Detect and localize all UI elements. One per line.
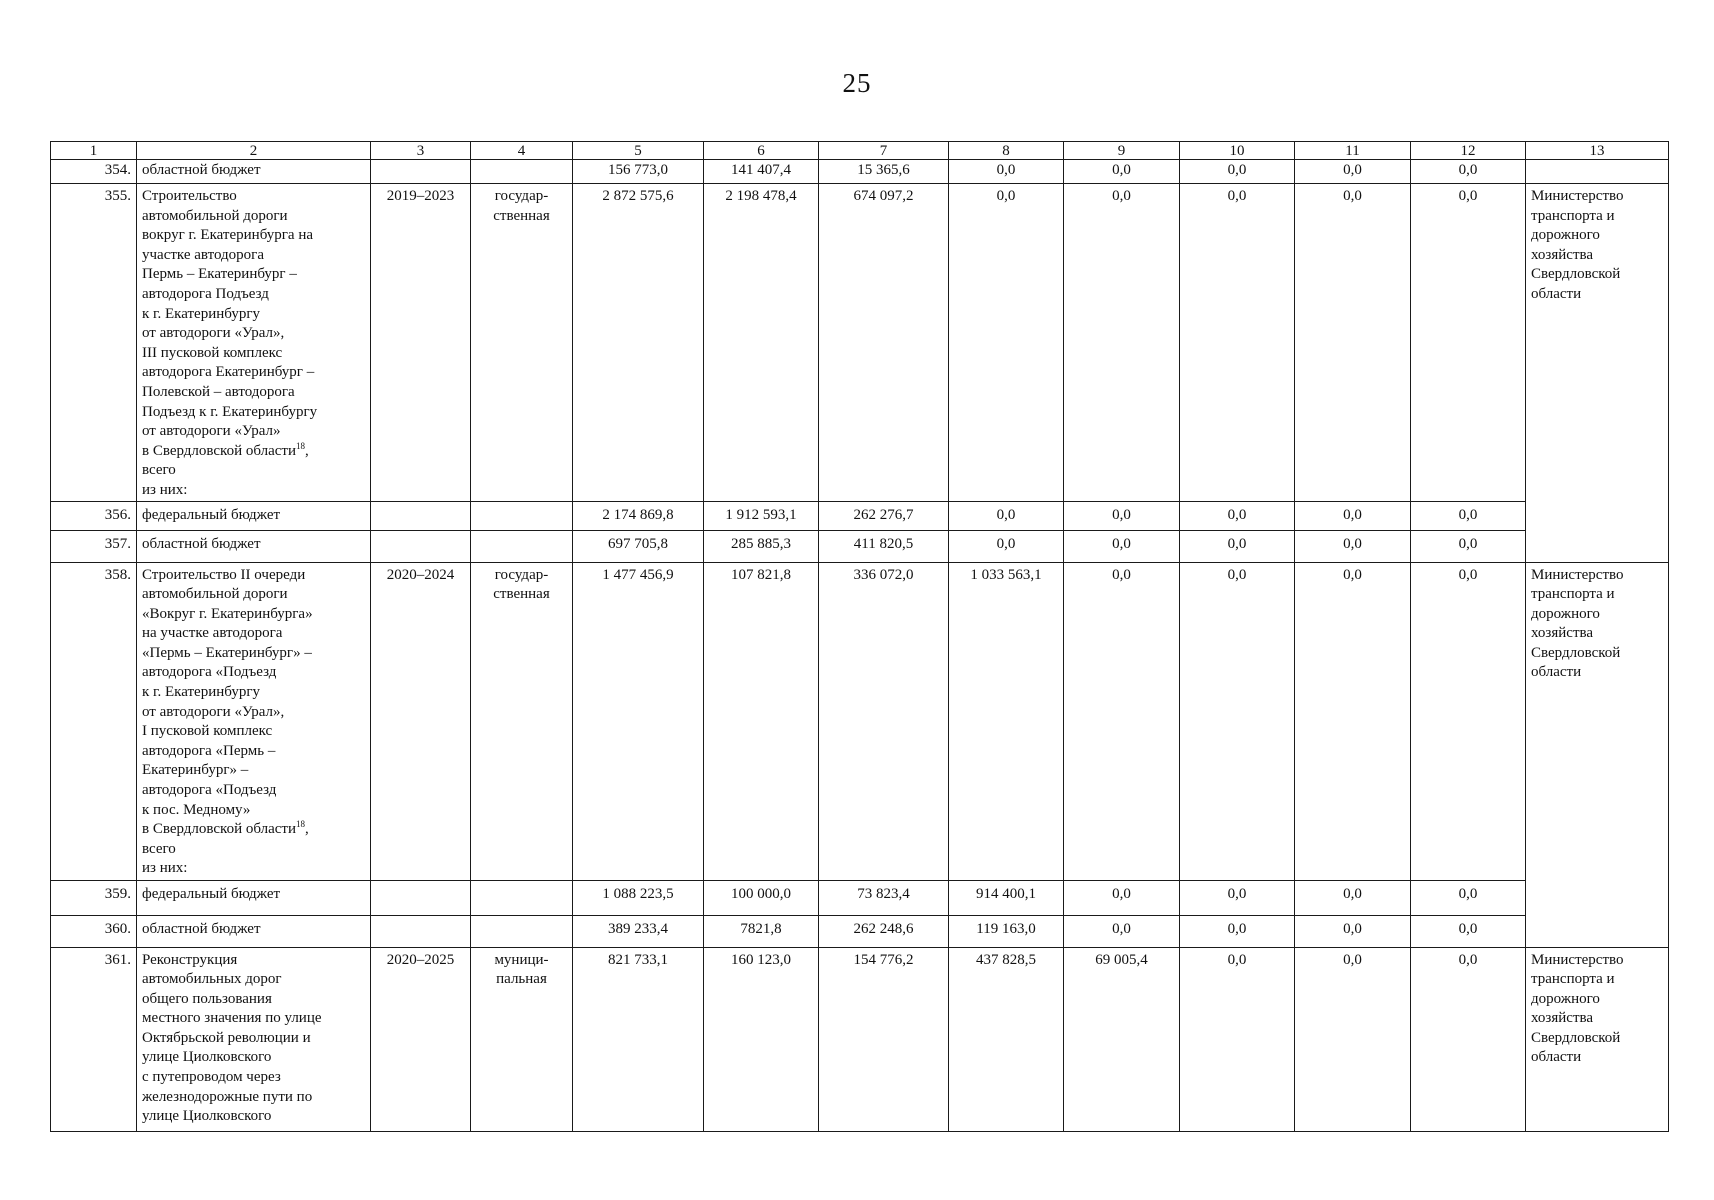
row-name-line: Октябрьской революции и (142, 1029, 311, 1046)
value-cell-col-5: 1 088 223,5 (573, 880, 704, 915)
years-cell (371, 501, 471, 530)
executor-line: Министерство (1531, 566, 1624, 583)
column-header-10: 10 (1180, 142, 1295, 160)
row-name-line: автомобильной дороги (142, 586, 288, 603)
value-cell-col-8: 0,0 (949, 530, 1064, 562)
value-cell-col-7: 411 820,5 (819, 530, 949, 562)
row-name-line: всего (142, 840, 176, 857)
footnote-marker: 18 (296, 819, 306, 830)
value-cell-col-6: 107 821,8 (704, 562, 819, 880)
value-cell-col-5: 697 705,8 (573, 530, 704, 562)
row-name-line: улице Циолковского (142, 1049, 272, 1066)
ownership-type-cell (471, 530, 573, 562)
executor-line: хозяйства (1531, 246, 1594, 263)
row-name-line: из них: (142, 481, 188, 498)
row-name-line: железнодорожные пути по (142, 1088, 313, 1105)
row-name-line: автомобильной дороги (142, 207, 288, 224)
value-cell-col-7: 15 365,6 (819, 160, 949, 184)
value-cell-col-10: 0,0 (1180, 160, 1295, 184)
ownership-type-cell (471, 160, 573, 184)
value-cell-col-6: 2 198 478,4 (704, 184, 819, 502)
value-cell-col-10: 0,0 (1180, 947, 1295, 1131)
value-cell-col-7: 674 097,2 (819, 184, 949, 502)
executor-line: области (1531, 664, 1582, 681)
executor-line: Свердловской (1531, 644, 1621, 661)
column-header-8: 8 (949, 142, 1064, 160)
value-cell-col-10: 0,0 (1180, 562, 1295, 880)
value-cell-col-7: 73 823,4 (819, 880, 949, 915)
row-name-line: Подъезд к г. Екатеринбургу (142, 403, 318, 420)
row-name-cell (137, 160, 371, 184)
executor-line: Свердловской (1531, 1029, 1621, 1046)
executor-line: Министерство (1531, 951, 1624, 968)
ownership-type-line: ственная (493, 586, 550, 603)
row-name-line: «Пермь – Екатеринбург» – (142, 644, 312, 661)
row-name-line: Екатеринбург» – (142, 762, 249, 779)
value-cell-col-12: 0,0 (1411, 947, 1526, 1131)
executor-line: дорожного (1531, 990, 1600, 1007)
value-cell-col-11: 0,0 (1295, 530, 1411, 562)
row-name-cell (137, 915, 371, 947)
column-header-9: 9 (1064, 142, 1180, 160)
value-cell-col-6: 7821,8 (704, 915, 819, 947)
footnote-marker: 18 (296, 440, 306, 451)
value-cell-col-9: 0,0 (1064, 562, 1180, 880)
row-name-line: автодорога «Пермь – (142, 742, 276, 759)
value-cell-col-5: 2 174 869,8 (573, 501, 704, 530)
row-name-line: Реконструкция (142, 951, 238, 968)
executor-line: транспорта и (1531, 207, 1615, 224)
row-name-line: участке автодорога (142, 246, 264, 263)
table-row (51, 915, 1669, 947)
value-cell-col-9: 69 005,4 (1064, 947, 1180, 1131)
value-cell-col-9: 0,0 (1064, 160, 1180, 184)
value-cell-col-8: 914 400,1 (949, 880, 1064, 915)
value-cell-col-6: 285 885,3 (704, 530, 819, 562)
value-cell-col-5: 156 773,0 (573, 160, 704, 184)
row-name-line: Полевской – автодорога (142, 383, 295, 400)
row-name-line: областной бюджет (142, 920, 261, 937)
years-cell: 2019–2023 (371, 184, 471, 502)
value-cell-col-9: 0,0 (1064, 530, 1180, 562)
table-row (51, 562, 1669, 880)
row-name-line: федеральный бюджет (142, 506, 281, 523)
executor-line: области (1531, 1049, 1582, 1066)
value-cell-col-8: 0,0 (949, 184, 1064, 502)
ownership-type-cell (471, 915, 573, 947)
ownership-type-line: пальная (496, 971, 547, 988)
column-header-11: 11 (1295, 142, 1411, 160)
row-name-line: вокруг г. Екатеринбурга на (142, 227, 313, 244)
value-cell-col-10: 0,0 (1180, 530, 1295, 562)
value-cell-col-6: 100 000,0 (704, 880, 819, 915)
row-name-line: к г. Екатеринбургу (142, 305, 260, 322)
row-name-line: Строительство II очереди (142, 566, 306, 583)
row-name-line: автодорога «Подъезд (142, 782, 277, 799)
column-number-header-row (51, 142, 1669, 160)
executor-cell (1526, 562, 1669, 947)
value-cell-col-5: 821 733,1 (573, 947, 704, 1131)
value-cell-col-9: 0,0 (1064, 501, 1180, 530)
ownership-type-cell (471, 501, 573, 530)
ownership-type-cell (471, 184, 573, 502)
executor-cell (1526, 184, 1669, 563)
budget-table (50, 141, 1669, 1132)
ownership-type-cell (471, 947, 573, 1131)
row-number-cell: 355. (51, 184, 137, 502)
row-name-line: к пос. Медному» (142, 801, 251, 818)
executor-line: дорожного (1531, 227, 1600, 244)
value-cell-col-12: 0,0 (1411, 562, 1526, 880)
value-cell-col-11: 0,0 (1295, 184, 1411, 502)
value-cell-col-10: 0,0 (1180, 880, 1295, 915)
value-cell-col-11: 0,0 (1295, 501, 1411, 530)
column-header-6: 6 (704, 142, 819, 160)
value-cell-col-12: 0,0 (1411, 160, 1526, 184)
ownership-type-line: ственная (493, 207, 550, 224)
row-name-line: автодорога «Подъезд (142, 664, 277, 681)
value-cell-col-8: 1 033 563,1 (949, 562, 1064, 880)
value-cell-col-12: 0,0 (1411, 501, 1526, 530)
row-number-cell: 361. (51, 947, 137, 1131)
row-name-line: от автодороги «Урал», (142, 703, 285, 720)
row-name-cell (137, 947, 371, 1131)
value-cell-col-5: 1 477 456,9 (573, 562, 704, 880)
value-cell-col-11: 0,0 (1295, 947, 1411, 1131)
value-cell-col-8: 437 828,5 (949, 947, 1064, 1131)
executor-cell (1526, 947, 1669, 1131)
executor-line: Министерство (1531, 188, 1624, 204)
value-cell-col-11: 0,0 (1295, 915, 1411, 947)
table-row (51, 501, 1669, 530)
row-number-cell: 354. (51, 160, 137, 184)
value-cell-col-7: 262 248,6 (819, 915, 949, 947)
ownership-type-cell (471, 562, 573, 880)
row-number-cell: 356. (51, 501, 137, 530)
row-name-cell (137, 880, 371, 915)
years-cell (371, 880, 471, 915)
column-header-3: 3 (371, 142, 471, 160)
row-name-line: местного значения по улице (142, 1010, 322, 1027)
row-number-cell: 357. (51, 530, 137, 562)
table-row (51, 880, 1669, 915)
value-cell-col-7: 336 072,0 (819, 562, 949, 880)
column-header-7: 7 (819, 142, 949, 160)
executor-line: транспорта и (1531, 971, 1615, 988)
row-name-line: из них: (142, 860, 188, 877)
value-cell-col-11: 0,0 (1295, 880, 1411, 915)
value-cell-col-7: 154 776,2 (819, 947, 949, 1131)
value-cell-col-6: 1 912 593,1 (704, 501, 819, 530)
row-name-line: автодорога Екатеринбург – (142, 364, 315, 381)
column-header-2: 2 (137, 142, 371, 160)
column-header-4: 4 (471, 142, 573, 160)
row-name-cell (137, 184, 371, 502)
ownership-type-line: государ- (494, 188, 549, 204)
ownership-type-line: муници- (494, 951, 549, 968)
years-cell (371, 160, 471, 184)
executor-line: хозяйства (1531, 625, 1594, 642)
row-name-line: «Вокруг г. Екатеринбурга» (142, 605, 313, 622)
column-header-13: 13 (1526, 142, 1669, 160)
row-number-cell: 359. (51, 880, 137, 915)
row-name-line: Строительство (142, 188, 237, 204)
value-cell-col-12: 0,0 (1411, 530, 1526, 562)
value-cell-col-10: 0,0 (1180, 915, 1295, 947)
years-cell (371, 915, 471, 947)
value-cell-col-10: 0,0 (1180, 501, 1295, 530)
column-header-5: 5 (573, 142, 704, 160)
row-name-line: областной бюджет (142, 535, 261, 552)
row-name-line: автомобильных дорог (142, 971, 282, 988)
executor-line: Свердловской (1531, 266, 1621, 283)
column-header-1: 1 (51, 142, 137, 160)
value-cell-col-6: 160 123,0 (704, 947, 819, 1131)
table-row (51, 160, 1669, 184)
ownership-type-cell (471, 880, 573, 915)
row-name-line: федеральный бюджет (142, 885, 281, 902)
value-cell-col-9: 0,0 (1064, 880, 1180, 915)
value-cell-col-11: 0,0 (1295, 160, 1411, 184)
row-name-line: областной бюджет (142, 162, 261, 178)
value-cell-col-9: 0,0 (1064, 184, 1180, 502)
row-name-line: в Свердловской области$^{18}$, (142, 819, 309, 838)
value-cell-col-12: 0,0 (1411, 184, 1526, 502)
executor-line: хозяйства (1531, 1010, 1594, 1027)
row-name-line: автодорога Подъезд (142, 285, 269, 302)
table-body (51, 142, 1669, 1132)
executor-line: области (1531, 285, 1582, 302)
value-cell-col-12: 0,0 (1411, 880, 1526, 915)
value-cell-col-7: 262 276,7 (819, 501, 949, 530)
row-name-cell (137, 530, 371, 562)
value-cell-col-12: 0,0 (1411, 915, 1526, 947)
value-cell-col-6: 141 407,4 (704, 160, 819, 184)
row-name-line: в Свердловской области$^{18}$, (142, 440, 309, 459)
page-number: 25 (842, 68, 872, 98)
column-header-12: 12 (1411, 142, 1526, 160)
years-cell: 2020–2025 (371, 947, 471, 1131)
table-row (51, 530, 1669, 562)
row-name-line: I пусковой комплекс (142, 723, 273, 740)
years-cell (371, 530, 471, 562)
row-name-line: всего (142, 462, 176, 479)
row-name-line: улице Циолковского (142, 1108, 272, 1125)
years-cell: 2020–2024 (371, 562, 471, 880)
table-row (51, 947, 1669, 1131)
row-number-cell: 358. (51, 562, 137, 880)
value-cell-col-10: 0,0 (1180, 184, 1295, 502)
executor-line: дорожного (1531, 605, 1600, 622)
row-name-line: III пусковой комплекс (142, 344, 283, 361)
row-name-line: Пермь – Екатеринбург – (142, 266, 297, 283)
row-name-line: от автодороги «Урал», (142, 325, 285, 342)
row-name-line: на участке автодорога (142, 625, 283, 642)
value-cell-col-8: 119 163,0 (949, 915, 1064, 947)
value-cell-col-8: 0,0 (949, 501, 1064, 530)
value-cell-col-11: 0,0 (1295, 562, 1411, 880)
ownership-type-line: государ- (494, 566, 549, 583)
executor-line: транспорта и (1531, 586, 1615, 603)
row-name-line: к г. Екатеринбургу (142, 684, 260, 701)
row-name-line: общего пользования (142, 990, 272, 1007)
row-name-cell (137, 501, 371, 530)
executor-cell (1526, 160, 1669, 184)
table-row (51, 184, 1669, 502)
value-cell-col-9: 0,0 (1064, 915, 1180, 947)
value-cell-col-8: 0,0 (949, 160, 1064, 184)
value-cell-col-5: 2 872 575,6 (573, 184, 704, 502)
row-number-cell: 360. (51, 915, 137, 947)
row-name-cell (137, 562, 371, 880)
row-name-line: с путепроводом через (142, 1069, 281, 1086)
value-cell-col-5: 389 233,4 (573, 915, 704, 947)
row-name-line: от автодороги «Урал» (142, 423, 281, 440)
